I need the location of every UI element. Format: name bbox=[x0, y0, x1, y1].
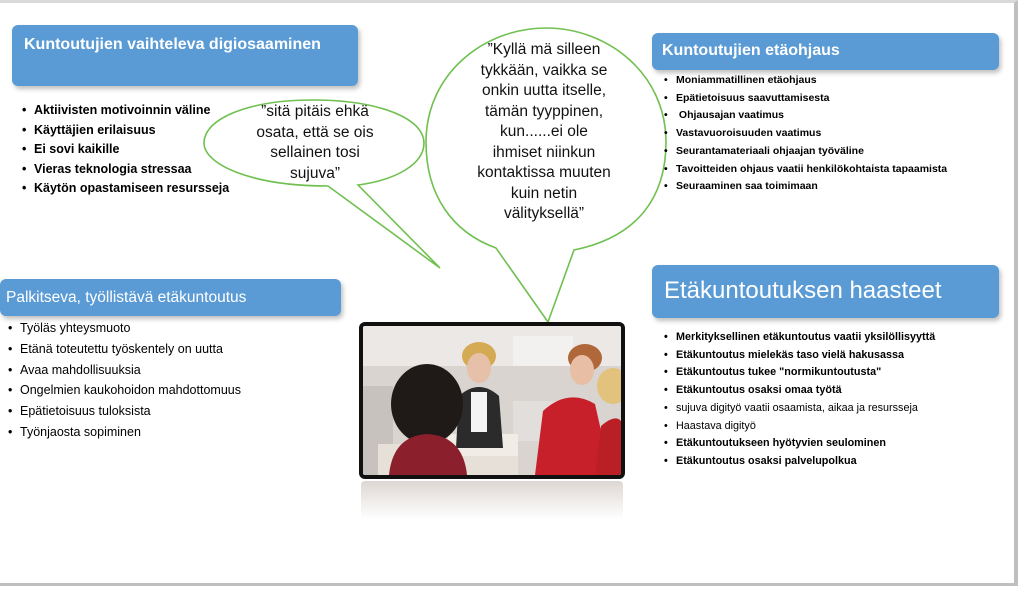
list-item: • Etänä toteutettu työskentely on uutta bbox=[8, 339, 241, 360]
photo-frame bbox=[359, 322, 625, 479]
list-item: • sujuva digityö vaatii osaamista, aikaa ja resursseja bbox=[664, 400, 935, 418]
quote-line: sujuva” bbox=[290, 164, 340, 182]
list-item: • Epätietoisuus saavuttamisesta bbox=[664, 90, 947, 108]
list-item: • Vieras teknologia stressaa bbox=[22, 160, 229, 180]
quote-line: kun......ei ole bbox=[500, 123, 588, 140]
list-item: • Tavoitteiden ohjaus vaatii henkilökohtaista tapaamista bbox=[664, 161, 947, 179]
list-item: • Ei sovi kaikille bbox=[22, 140, 229, 160]
list-item: • Etäkuntoutukseen hyötyvien seulominen bbox=[664, 435, 935, 453]
meeting-photo bbox=[363, 326, 621, 475]
haasteet-list bbox=[664, 329, 935, 471]
quote-line: ihmiset niinkun bbox=[492, 143, 596, 161]
list-item: • Etäkuntoutus osaksi palvelupolkua bbox=[664, 453, 935, 471]
quote-line: ”sitä pitäis ehkä bbox=[261, 103, 369, 120]
etaohjaus-list bbox=[664, 72, 947, 196]
list-item: • Seurantamateriaali ohjaajan työväline bbox=[664, 143, 947, 161]
list-item: • Avaa mahdollisuuksia bbox=[8, 360, 241, 381]
list-item: • Moniammatillinen etäohjaus bbox=[664, 72, 947, 90]
list-item: • Etäkuntoutus tukee "normikuntoutusta" bbox=[664, 364, 935, 382]
list-item: • Työläs yhteysmuoto bbox=[8, 318, 241, 339]
quote-line: tämän tyyppinen, bbox=[484, 102, 604, 120]
digiosaaminen-list bbox=[22, 101, 229, 199]
small-quote bbox=[226, 102, 404, 184]
list-item: • Käyttäjien erilaisuus bbox=[22, 121, 229, 141]
list-item: • Vastavuoroisuuden vaatimus bbox=[664, 125, 947, 143]
list-item: • Ohjausajan vaatimus bbox=[664, 107, 947, 125]
quote-line: kontaktissa muuten bbox=[477, 164, 611, 181]
list-item: • Merkityksellinen etäkuntoutus vaatii yksilöllisyyttä bbox=[664, 329, 935, 347]
quote-line: tykkään, vaikka se bbox=[480, 61, 608, 79]
list-item: • Etäkuntoutus mielekäs taso vielä hakusassa bbox=[664, 347, 935, 365]
haasteet-header: Etäkuntoutuksen haasteet bbox=[652, 265, 999, 318]
large-quote bbox=[446, 40, 642, 225]
quote-line: välityksellä” bbox=[503, 205, 585, 222]
list-item: • Työnjaosta sopiminen bbox=[8, 422, 241, 443]
list-item: • Seuraaminen saa toimimaan bbox=[664, 178, 947, 196]
quote-line: osata, että se ois bbox=[256, 123, 374, 141]
quote-line: onkin uutta itselle, bbox=[481, 82, 607, 99]
digiosaaminen-header: Kuntoutujien vaihteleva digiosaaminen bbox=[12, 25, 358, 86]
list-item: • Haastava digityö bbox=[664, 418, 935, 436]
etaohjaus-header: Kuntoutujien etäohjaus bbox=[652, 33, 999, 70]
photo-reflection bbox=[361, 481, 623, 519]
list-item: • Käytön opastamiseen resursseja bbox=[22, 179, 229, 199]
palkitseva-header: Palkitseva, työllistävä etäkuntoutus bbox=[0, 279, 341, 316]
list-item: • Etäkuntoutus osaksi omaa työtä bbox=[664, 382, 935, 400]
quote-line: sellainen tosi bbox=[270, 144, 360, 161]
list-item: • Aktiivisten motivoinnin väline bbox=[22, 101, 229, 121]
list-item: • Epätietoisuus tuloksista bbox=[8, 401, 241, 422]
palkitseva-list bbox=[8, 318, 241, 443]
quote-line: ”Kyllä mä silleen bbox=[487, 41, 601, 58]
list-item: • Ongelmien kaukohoidon mahdottomuus bbox=[8, 380, 241, 401]
quote-line: kuin netin bbox=[510, 184, 578, 202]
